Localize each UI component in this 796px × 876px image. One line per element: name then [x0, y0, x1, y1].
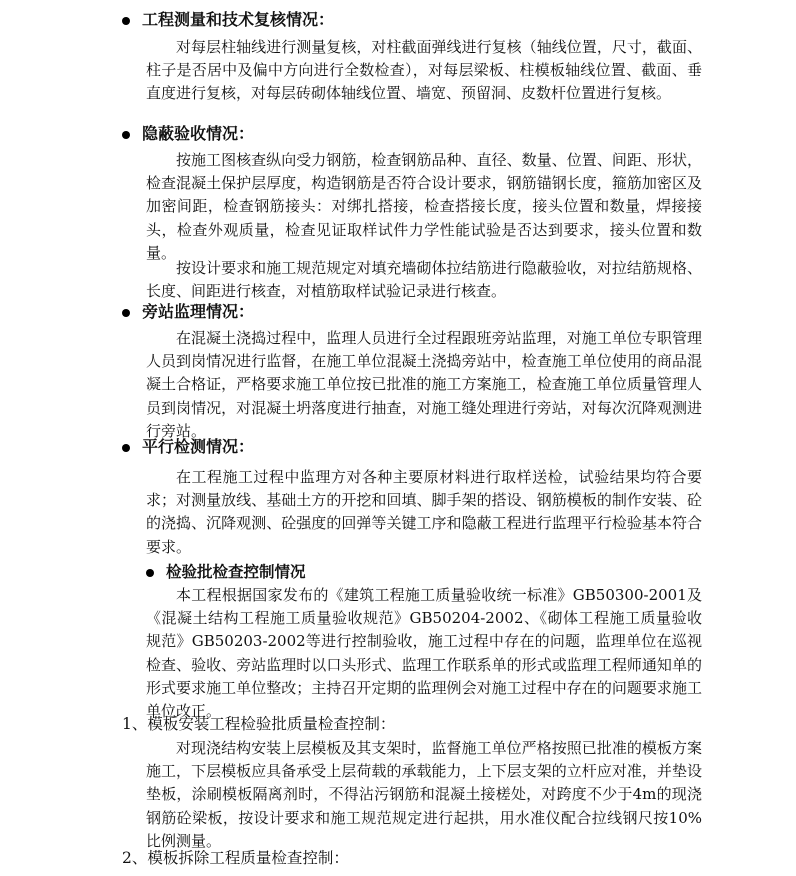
bullet-icon [122, 131, 130, 139]
section-heading-parallel: 平行检测情况： [122, 436, 254, 458]
paragraph-parallel: 在工程施工过程中监理方对各种主要原材料进行取样送检，试验结果均符合要求；对测量放线、基础土方的开挖和回填、脚手架的搭设、钢筋模板的制作安装、砼的浇捣、沉降观测、砼强度的回弹等关键工序和隐蔽工程进行监理平行检验基本符合要求。 [146, 468, 702, 556]
section-heading-supervision: 旁站监理情况： [122, 301, 254, 323]
paragraph-concealed-2: 按设计要求和施工规范规定对填充墙砌体拉结筋进行隐蔽验收，对拉结筋规格、长度、间距进行核查，对植筋取样试验记录进行核查。 [146, 259, 702, 301]
section-heading-concealed: 隐蔽验收情况： [122, 123, 254, 145]
bullet-icon [122, 309, 130, 317]
numbered-paragraph-1: 对现浇结构安装上层模板及其支架时，监督施工单位严格按照已批准的模板方案施工，下层模板应具备承受上层荷载的承载能力，上下层支架的立杆应对准，并垫设垫板，涂刷模板隔离剂时，不得沾污钢筋和混凝土接槎处，对跨度不少于4m的现浇钢筋砼梁板，按设计要求和施工规范规定进行起拱，用水准仪配合拉线钢尺按10%比例测量。 [146, 739, 702, 850]
bullet-icon [122, 444, 130, 452]
numbered-heading-2: 2、模板拆除工程质量检查控制： [122, 849, 349, 867]
section-heading-survey: 工程测量和技术复核情况： [122, 9, 334, 31]
paragraph-survey: 对每层柱轴线进行测量复核，对柱截面弹线进行复核（轴线位置，尺寸，截面、柱子是否居中及偏中方向进行全数检查），对每层梁板、柱模板轴线位置、截面、垂直度进行复核，对每层砖砌体轴线位置、墙宽、预留洞、皮数杆位置进行复核。 [146, 38, 702, 103]
paragraph-inspection: 本工程根据国家发布的《建筑工程施工质量验收统一标准》GB50300-2001及《混凝土结构工程施工质量验收规范》GB50204-2002、《砌体工程施工质量验收规范》GB50203-2002等进行控制验收，施工过程中存在的问题，监理单位在巡视检查、验收、旁站监理时以口头形式、监理工作联系单的形式或监理工程师通知单的形式要求施工单位整改；主持召开定期的监理例会对施工过程中存在的问题要求施工单位改正。 [146, 586, 702, 721]
paragraph-concealed-1: 按施工图核查纵向受力钢筋，检查钢筋品种、直径、数量、位置、间距、形状，检查混凝土保护层厚度，构造钢筋是否符合设计要求，钢筋锚钢长度，箍筋加密区及加密间距，检查钢筋接头：对绑扎搭接，检查搭接长度，接头位置和数量，焊接接头，检查外观质量，检查见证取样试件力学性能试验是否达到要求，接头位置和数量。 [146, 151, 702, 262]
paragraph-supervision: 在混凝土浇捣过程中，监理人员进行全过程跟班旁站监理，对施工单位专职管理人员到岗情况进行监督，在施工单位混凝土浇捣旁站中，检查施工单位使用的商品混凝土合格证，严格要求施工单位按已批准的施工方案施工，检查施工单位质量管理人员到岗情况，对混凝土坍落度进行抽查，对施工缝处理进行旁站，对每次沉降观测进行旁站。 [146, 329, 702, 440]
section-heading-inspection: 检验批检查控制情况 [146, 561, 306, 583]
bullet-icon [122, 17, 130, 25]
bullet-icon [146, 569, 154, 577]
numbered-heading-1: 1、模板安装工程检验批质量检查控制： [122, 715, 396, 733]
